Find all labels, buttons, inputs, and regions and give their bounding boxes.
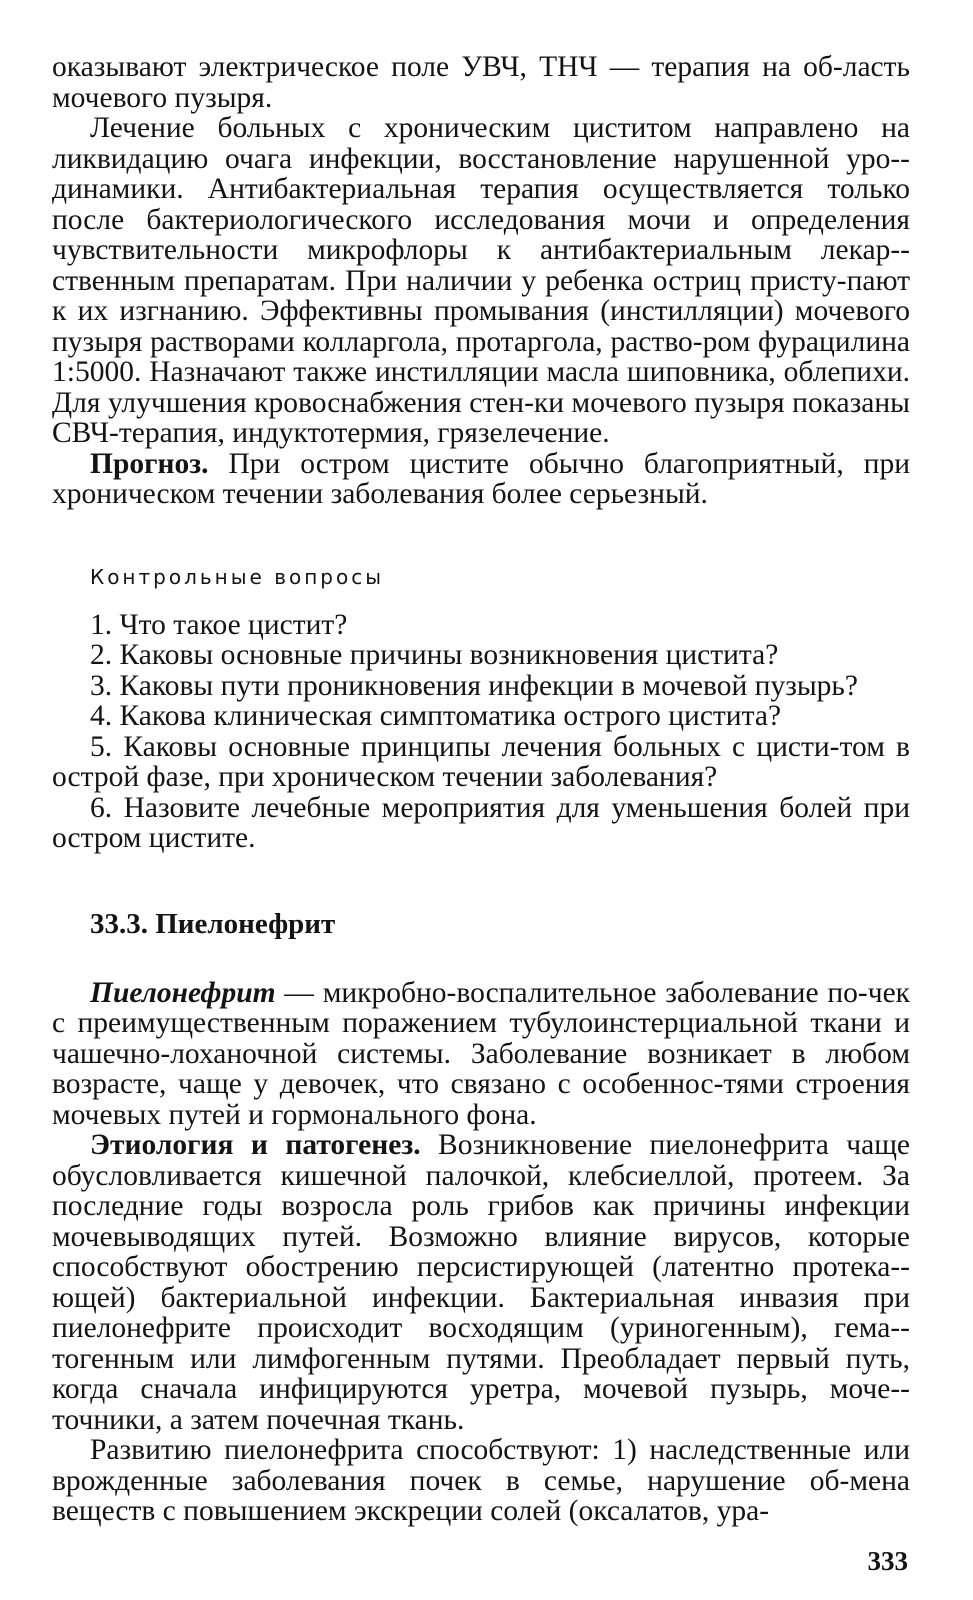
list-item: 2. Каковы основные причины возникновения цистита? — [90, 639, 779, 671]
paragraph-chronic-cystitis-treatment: Лечение больных с хроническим циститом направлено на ликвидацию очага инфекции, восстановление нарушенной уро-динамики. Антибактериальная терапия осуществляется только после бактериологического исследования мочи и определения чувствительности микрофлоры к антибактериальным лекар-ственным препаратам. При наличии у ребенка остриц присту-пают к их изгнанию. Эффективны промывания (инстилляции) мочевого пузыря растворами колларгола, протаргола, раство-ром фурацилина 1:5000. Назначают также инстилляции масла шиповника, облепихи. Для улучшения кровоснабжения стен-ки мочевого пузыря показаны СВЧ-терапия, индуктотермия, грязелечение. — [52, 112, 910, 449]
prognosis-label: Прогноз. — [90, 447, 209, 480]
definition-text: — микробно-воспалительное заболевание по-чек с преимущественным поражением тубулоинстерциальной ткани и чашечно-лоханочной системы. Заболевание возникает в любом возрасте, чаще у девочек, что связано с особеннос-тями строения мочевых путей и гормонального фона. — [52, 976, 910, 1131]
etiology-text: Возникновение пиелонефрита чаще обусловливается кишечной палочкой, клебсиеллой, протеем. За последние годы возросла роль грибов как причины инфекции мочевыводящих путей. Возможно влияние вирусов, которые способствуют обострению персистирующей (латентно протека-ющей) бактериальной инфекции. Бактериальная инвазия при пиелонефрите происходит восходящим (уриногенным), гема-тогенным или лимфогенным путями. Преобладает первый путь, когда сначала инфицируются уретра, мочевой пузырь, моче-точники, а затем почечная ткань. — [52, 1129, 911, 1436]
section-heading: 33.3. Пиелонефрит — [90, 907, 336, 940]
list-item: 5. Каковы основные принципы лечения больных с цисти-том в острой фазе, при хроническом течении заболевания? — [52, 730, 910, 793]
page-body — [52, 52, 910, 1527]
term-pyelonephritis: Пиелонефрит — [90, 976, 276, 1009]
control-questions-list — [52, 610, 910, 854]
paragraph-definition — [52, 978, 910, 1131]
control-questions-heading: Контрольные вопросы — [90, 564, 385, 589]
list-item: 6. Назовите лечебные мероприятия для уменьшения болей при остром цистите. — [52, 791, 910, 854]
paragraph-risk-factors: Развитию пиелонефрита способствуют: 1) наследственные или врожденные заболевания почек в семье, нарушение об-мена веществ с повышением экскреции солей (оксалатов, ура- — [52, 1434, 910, 1527]
etiology-label: Этиология и патогенез. — [90, 1129, 421, 1161]
paragraph-etiology — [52, 1130, 910, 1435]
list-item: 4. Какова клиническая симптоматика острого цистита? — [90, 700, 782, 732]
list-item: 3. Каковы пути проникновения инфекции в мочевой пузырь? — [90, 669, 858, 702]
paragraph-uhf-therapy: оказывают электрическое поле УВЧ, ТНЧ — терапия на об-ласть мочевого пузыря. — [52, 51, 910, 114]
paragraph-prognosis — [52, 449, 910, 510]
prognosis-text: При остром цистите обычно благоприятный, при хроническом течении заболевания более серьезный. — [52, 447, 910, 510]
page-number: 333 — [867, 1546, 908, 1576]
list-item: 1. Что такое цистит? — [90, 608, 348, 641]
